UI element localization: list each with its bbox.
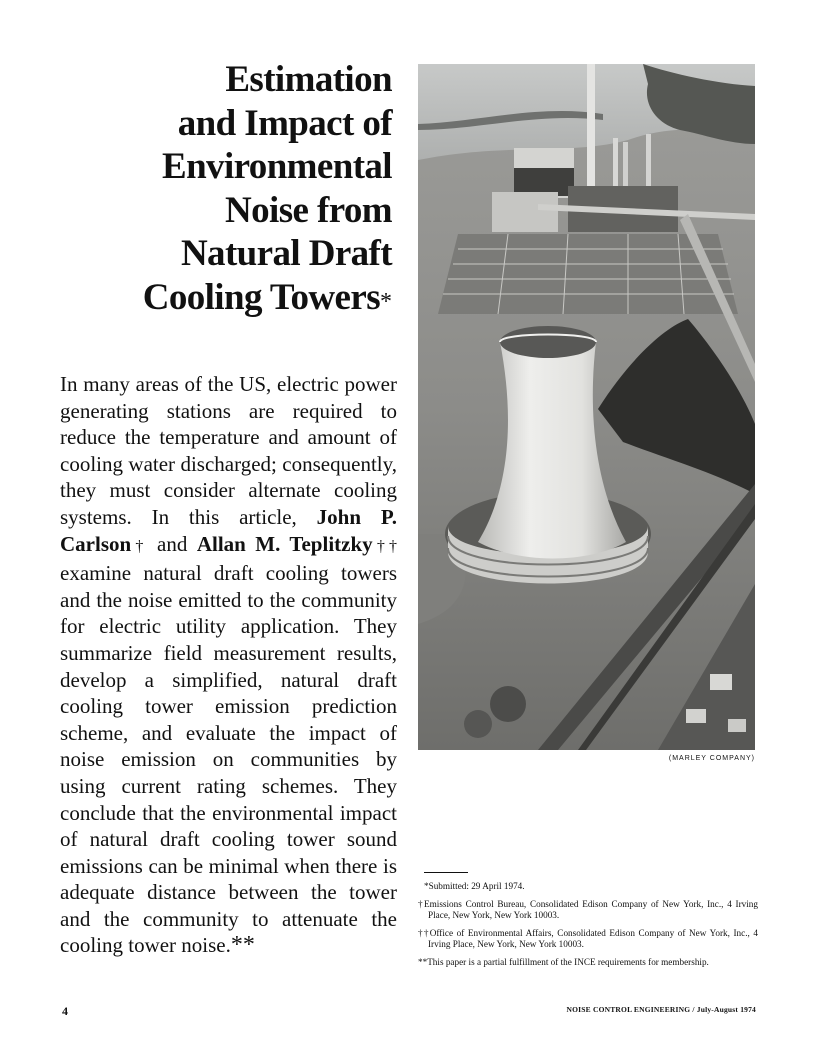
cooling-tower-photo xyxy=(418,64,755,750)
power-station-hall xyxy=(514,168,574,196)
title-line-last xyxy=(100,276,392,325)
title-line: Estimation xyxy=(225,59,392,100)
abstract xyxy=(60,371,397,959)
abstract-lead: In many areas of the US, electric power generating stations are required to reduce the temperature and amount of cooling water discharged; consequently, they must consider alternate cooling systems. In this article, xyxy=(60,372,397,529)
author-teplitzky-footnote-marker: †† xyxy=(372,537,398,555)
page-number: 4 xyxy=(62,1004,68,1018)
house xyxy=(686,709,706,723)
title-line: Natural Draft xyxy=(180,233,392,274)
cooling-tower-throat xyxy=(500,326,596,358)
footnote-rule xyxy=(424,872,468,873)
tree xyxy=(490,686,526,722)
smokestack xyxy=(587,64,595,192)
footnote-carlson-affiliation: †Emissions Control Bureau, Consolidated Edison Company of New York, Inc., 4 Irving Place, New York, New York 10003. xyxy=(418,899,758,920)
author-carlson-footnote-marker: † xyxy=(131,537,148,555)
aerial-photo-illustration xyxy=(418,64,755,750)
abstract-connector: and xyxy=(157,531,188,556)
author-carlson: John P. Carlson xyxy=(60,504,397,556)
abstract-body: examine natural draft cooling towers and the noise emitted to the community for electric utility application. They summarize field measurement results, develop a simplified, natural draft cooling tower emission prediction scheme, and evaluate the impact of noise emission on communities by using current rating schemes. They conclude that the environmental impact of natural draft cooling tower sound emissions can be minimal when there is adequate distance between the tower and the community to attenuate the cooling tower noise. xyxy=(60,561,397,958)
title-line: Environmental xyxy=(162,146,392,187)
turbine-building xyxy=(492,192,558,232)
article-title xyxy=(100,58,392,324)
author-teplitzky: Allan M. Teplitzky xyxy=(196,531,373,556)
running-footer: NOISE CONTROL ENGINEERING / July-August 1974 xyxy=(566,1005,756,1014)
title-line-text: Cooling Towers xyxy=(142,276,380,318)
photo-credit: (MARLEY COMPANY) xyxy=(668,755,755,762)
house xyxy=(728,719,746,732)
membership-footnote-marker: ** xyxy=(230,932,255,959)
footnote-teplitzky-affiliation: ††Office of Environmental Affairs, Consolidated Edison Company of New York, Inc., 4 Irving Place, New York, New York 10003. xyxy=(418,928,758,949)
house xyxy=(710,674,732,690)
title-footnote-marker: * xyxy=(380,288,392,315)
title-line: Noise from xyxy=(225,189,392,231)
tree xyxy=(464,710,492,738)
title-line: and Impact of xyxy=(177,102,392,144)
footnote-submitted: *Submitted: 29 April 1974. xyxy=(424,881,525,891)
footnotes xyxy=(418,881,758,975)
footnote-membership: **This paper is a partial fulfillment of the INCE requirements for membership. xyxy=(418,957,709,967)
